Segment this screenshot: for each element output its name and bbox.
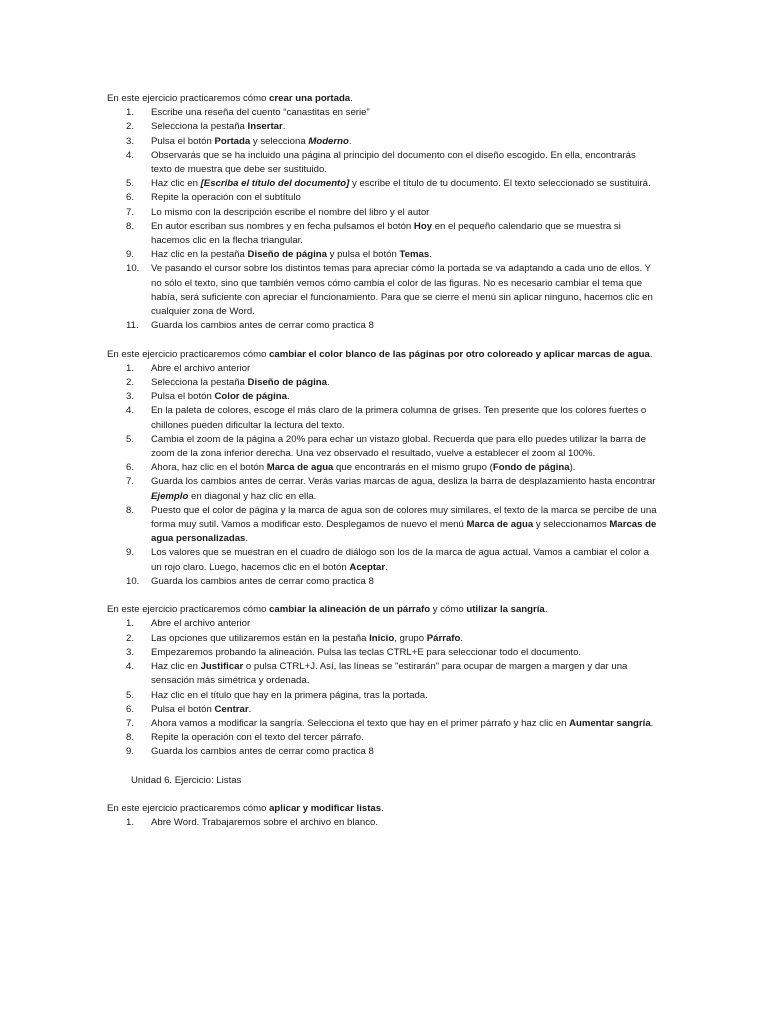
steps-list — [107, 617, 659, 759]
bold-text: Centrar — [214, 703, 249, 715]
list-item-text — [151, 107, 370, 118]
bold-text: cambiar el color blanco de las páginas por otro coloreado y aplicar marcas de agua — [269, 348, 650, 360]
list-item — [107, 220, 659, 248]
exercise-section — [107, 603, 659, 759]
list-item — [107, 617, 659, 631]
list-number: 6. — [126, 192, 135, 204]
list-item-text — [151, 661, 627, 686]
list-item — [107, 504, 659, 547]
text-run: . — [326, 377, 330, 389]
list-number: 7. — [126, 717, 135, 729]
list-item — [107, 206, 659, 220]
steps-list — [107, 106, 659, 333]
text-run: . — [385, 561, 388, 573]
bold-text: Portada — [214, 135, 251, 147]
list-item — [107, 404, 659, 432]
text-run: . — [460, 632, 464, 644]
list-item — [107, 248, 659, 262]
list-number: 9. — [126, 746, 135, 758]
text-run: Pulsa el botón — [151, 703, 215, 715]
emphasis-text: [Escriba el título del documento] — [200, 178, 350, 190]
text-run: Abre el archivo anterior — [151, 362, 251, 374]
text-run: Abre el archivo anterior — [151, 618, 251, 630]
list-number: 5. — [126, 689, 135, 701]
list-item-text — [151, 434, 646, 459]
list-number: 3. — [126, 646, 135, 658]
list-number: 1. — [126, 618, 135, 630]
bold-text: Fondo de página — [492, 462, 570, 474]
section-intro — [107, 92, 659, 106]
text-run: . — [248, 703, 252, 715]
list-item — [107, 376, 659, 390]
exercise-section — [107, 348, 659, 589]
list-item — [107, 106, 659, 120]
text-run: Ahora vamos a modificar la sangría. Selecciona el texto que hay en el primer párrafo y haz clic en — [151, 717, 570, 729]
text-run: y cómo — [430, 604, 467, 616]
text-run: y pulsa el botón — [326, 249, 400, 261]
text-run: . — [286, 391, 290, 403]
text-run: y selecciona — [250, 135, 309, 147]
text-run: Lo mismo con la descripción escribe el nombre del libro y el autor — [151, 206, 430, 218]
list-number: 1. — [126, 107, 135, 119]
section-intro — [107, 348, 659, 362]
section-intro — [107, 603, 659, 617]
list-item-text — [151, 320, 374, 331]
list-item — [107, 731, 659, 745]
text-run: Haz clic en la pestaña — [151, 249, 248, 261]
text-run: y seleccionamos — [533, 519, 610, 531]
bold-text: Aceptar — [349, 561, 386, 573]
text-run: . — [650, 717, 654, 729]
list-number: 9. — [126, 249, 135, 261]
text-run: En este ejercicio practicaremos cómo — [107, 803, 270, 815]
list-item-text — [151, 391, 290, 402]
text-run: Guarda los cambios antes de cerrar como practica 8 — [151, 320, 374, 332]
text-run: Escribe una reseña del cuento “canastitas en serie” — [151, 107, 370, 119]
list-number: 6. — [126, 703, 135, 715]
list-item — [107, 191, 659, 205]
list-number: 1. — [126, 362, 135, 374]
list-item-text — [151, 377, 330, 388]
list-item-text — [151, 647, 581, 658]
list-item-text — [151, 732, 364, 743]
list-item-text — [151, 462, 575, 473]
text-run: Guarda los cambios antes de cerrar como practica 8 — [151, 575, 374, 587]
list-item-text — [151, 704, 251, 715]
text-run: Repite la operación con el subtítulo — [151, 192, 301, 204]
list-item — [107, 703, 659, 717]
text-run: en diagonal y haz clic en ella. — [188, 490, 317, 502]
list-number: 5. — [126, 178, 135, 190]
text-run: y escribe el título de tu documento. El texto seleccionado se sustituirá. — [349, 178, 651, 190]
list-item-text — [151, 363, 250, 374]
text-run: , grupo — [394, 632, 427, 644]
bold-text: Marcas de agua personalizadas — [151, 519, 657, 545]
bold-text: Temas — [399, 249, 430, 261]
document-body — [107, 92, 659, 831]
text-run: Selecciona la pestaña — [151, 377, 248, 389]
list-item — [107, 689, 659, 703]
list-item — [107, 717, 659, 731]
text-run: Haz clic en el título que hay en la primera página, tras la portada. — [151, 689, 428, 701]
list-item — [107, 475, 659, 503]
text-run: . — [350, 93, 353, 104]
bold-text: Aumentar sangría — [569, 717, 651, 729]
list-item — [107, 120, 659, 134]
text-run: Los valores que se muestran en el cuadro de diálogo son los de la marca de agua actual. Vamos a cambiar el color a un rojo claro. Luego, hacemos clic en el botón — [151, 547, 649, 573]
list-number: 4. — [126, 405, 135, 417]
list-number: 4. — [126, 149, 135, 161]
text-run: ). — [569, 462, 576, 474]
list-item-text — [151, 476, 655, 501]
bold-text: Color de página — [214, 391, 287, 403]
list-item-text — [151, 618, 250, 629]
list-item — [107, 177, 659, 191]
list-item — [107, 319, 659, 333]
list-item — [107, 646, 659, 660]
emphasis-text: Ejemplo — [151, 490, 189, 502]
bold-text: Hoy — [413, 220, 433, 232]
bold-italic-text — [308, 136, 349, 147]
text-run: . — [381, 803, 384, 815]
list-number: 2. — [126, 632, 135, 644]
text-run: Repite la operación con el texto del tercer párrafo. — [151, 732, 364, 744]
list-number: 4. — [126, 661, 135, 673]
list-item — [107, 135, 659, 149]
text-run: . — [282, 121, 286, 133]
list-item-text — [151, 633, 463, 644]
final-intro-paragraph — [107, 802, 659, 816]
text-run: en el pequeño calendario que se muestra si hacemos clic en la flecha triangular. — [151, 220, 621, 247]
text-run: Selecciona la pestaña — [151, 121, 248, 133]
list-item-text — [151, 121, 285, 132]
list-item — [107, 816, 659, 830]
text-run: Abre Word. Trabajaremos sobre el archivo en blanco. — [151, 817, 378, 829]
list-number: 8. — [126, 504, 135, 516]
list-item-text — [151, 405, 646, 430]
text-run: Cambia el zoom de la página a 20% para echar un vistazo global. Recuerda que para ello puedes utilizar la barra de zoom de la zona inferior derecha. Una vez observado el resultado, vuelve a establecer el zoom al 100%. — [151, 433, 646, 460]
list-item-text — [151, 249, 432, 260]
list-item-text — [151, 178, 651, 189]
list-number: 11. — [126, 320, 139, 332]
list-number: 2. — [126, 121, 135, 133]
text-run: Puesto que el color de página y la marca de agua son de colores muy similares, el texto de la marca se percibe de una forma muy sutil. Vamos a modificar esto. Desplegamos de nuevo el menú — [151, 504, 657, 531]
text-run: En la paleta de colores, escoge el más claro de la primera columna de grises. Ten presente que los colores fuertes o chillones pueden dificultar la lectura del texto. — [151, 405, 647, 431]
list-item-text — [151, 547, 649, 572]
bold-text: Párrafo — [426, 632, 461, 644]
list-item-text — [151, 150, 636, 175]
text-run: . — [245, 533, 249, 545]
list-item-text — [151, 576, 374, 587]
list-number: 1. — [126, 817, 135, 829]
text-run: Pulsa el botón — [151, 135, 215, 147]
list-number: 7. — [126, 206, 135, 218]
exercise-section — [107, 92, 659, 333]
list-item-text — [151, 505, 657, 544]
list-number: 3. — [126, 391, 135, 403]
list-number: 8. — [126, 220, 135, 232]
emphasis-text: Moderno — [308, 135, 349, 147]
list-number: 7. — [126, 476, 135, 488]
text-run: Las opciones que utilizaremos están en la pestaña — [151, 632, 370, 644]
list-item — [107, 575, 659, 589]
bold-text: Inicio — [369, 632, 395, 644]
text-run: . — [544, 604, 548, 616]
exercise-sections — [107, 92, 659, 760]
text-run: En autor escriban sus nombres y en fecha pulsamos el botón — [151, 220, 414, 232]
bold-text: utilizar la sangría — [466, 604, 545, 616]
bold-italic-text — [201, 178, 350, 189]
text-run: Haz clic en — [151, 178, 201, 190]
bold-text: aplicar y modificar listas — [269, 803, 382, 815]
list-item-text — [151, 746, 374, 757]
text-run: Haz clic en — [151, 661, 201, 673]
bold-text: Diseño de página — [247, 377, 327, 389]
list-number: 10. — [126, 263, 140, 275]
list-number: 3. — [126, 135, 135, 147]
text-run: Ve pasando el cursor sobre los distintos temas para apreciar cómo la portada se va adaptando a cada uno de ellos. Y no sólo el texto, sino que también vemos cómo cambia el color de las figuras. No es necesario cambiar el tema que había, será suficiente con apreciar el funcionamiento. Para que se cierre el menú sin aplicar ninguno, hacemos clic en cualquier zona de Word. — [151, 263, 653, 318]
list-item — [107, 390, 659, 404]
bold-text: Diseño de página — [247, 249, 327, 261]
list-item — [107, 262, 659, 319]
final-steps-list — [107, 816, 659, 830]
text-run: Empezaremos probando la alineación. Pulsa las teclas CTRL+E para seleccionar todo el documento. — [151, 646, 582, 658]
list-item-text — [151, 136, 352, 147]
bold-text: cambiar la alineación de un párrafo — [269, 604, 431, 616]
list-item — [107, 546, 659, 574]
bold-text: Justificar — [200, 661, 244, 673]
text-run: . — [429, 249, 432, 261]
list-number: 10. — [126, 575, 140, 587]
steps-list — [107, 362, 659, 589]
list-number: 8. — [126, 732, 135, 744]
list-number: 9. — [126, 547, 135, 559]
text-run: En este ejercicio practicaremos cómo — [107, 348, 270, 360]
list-item — [107, 362, 659, 376]
list-item-text — [151, 718, 653, 729]
unit-title: Unidad 6. Ejercicio: Listas — [131, 774, 242, 786]
text-run: En este ejercicio practicaremos cómo — [107, 93, 270, 104]
list-item — [107, 745, 659, 759]
list-item-text — [151, 690, 428, 701]
text-run: o pulsa CTRL+J. Así, las líneas se "estirarán" para ocupar de margen a margen y dar una sensación más simétrica y ordenada. — [151, 661, 628, 687]
text-run: Ahora, haz clic en el botón — [151, 462, 267, 474]
list-item — [107, 660, 659, 688]
list-item-text — [151, 207, 429, 218]
text-run: En este ejercicio practicaremos cómo — [107, 604, 270, 616]
list-item — [107, 461, 659, 475]
text-run: Guarda los cambios antes de cerrar como practica 8 — [151, 746, 374, 758]
text-run: Guarda los cambios antes de cerrar. Verás varias marcas de agua, desliza la barra de desplazamiento hasta encontrar — [151, 476, 656, 488]
list-item-text — [151, 263, 653, 317]
bold-italic-text — [151, 491, 188, 502]
text-run: Observarás que se ha incluido una página al principio del documento con el diseño escogido. En ella, encontrarás texto de muestra que debe ser sustituido. — [151, 149, 636, 176]
list-item — [107, 149, 659, 177]
list-number: 6. — [126, 462, 135, 474]
bold-text: Marca de agua — [466, 519, 534, 531]
list-number: 2. — [126, 377, 135, 389]
bold-text: Marca de agua — [266, 462, 334, 474]
list-item — [107, 632, 659, 646]
text-run: que encontrarás en el mismo grupo ( — [333, 462, 493, 474]
text-run: . — [348, 135, 352, 147]
text-run: . — [649, 348, 653, 360]
list-number: 5. — [126, 433, 135, 445]
list-item-text — [151, 817, 378, 828]
bold-text: Insertar — [247, 121, 283, 133]
text-run: Pulsa el botón — [151, 391, 215, 403]
bold-text: crear una portada — [269, 93, 351, 104]
list-item-text — [151, 192, 301, 203]
list-item — [107, 433, 659, 461]
list-item-text — [151, 221, 621, 246]
